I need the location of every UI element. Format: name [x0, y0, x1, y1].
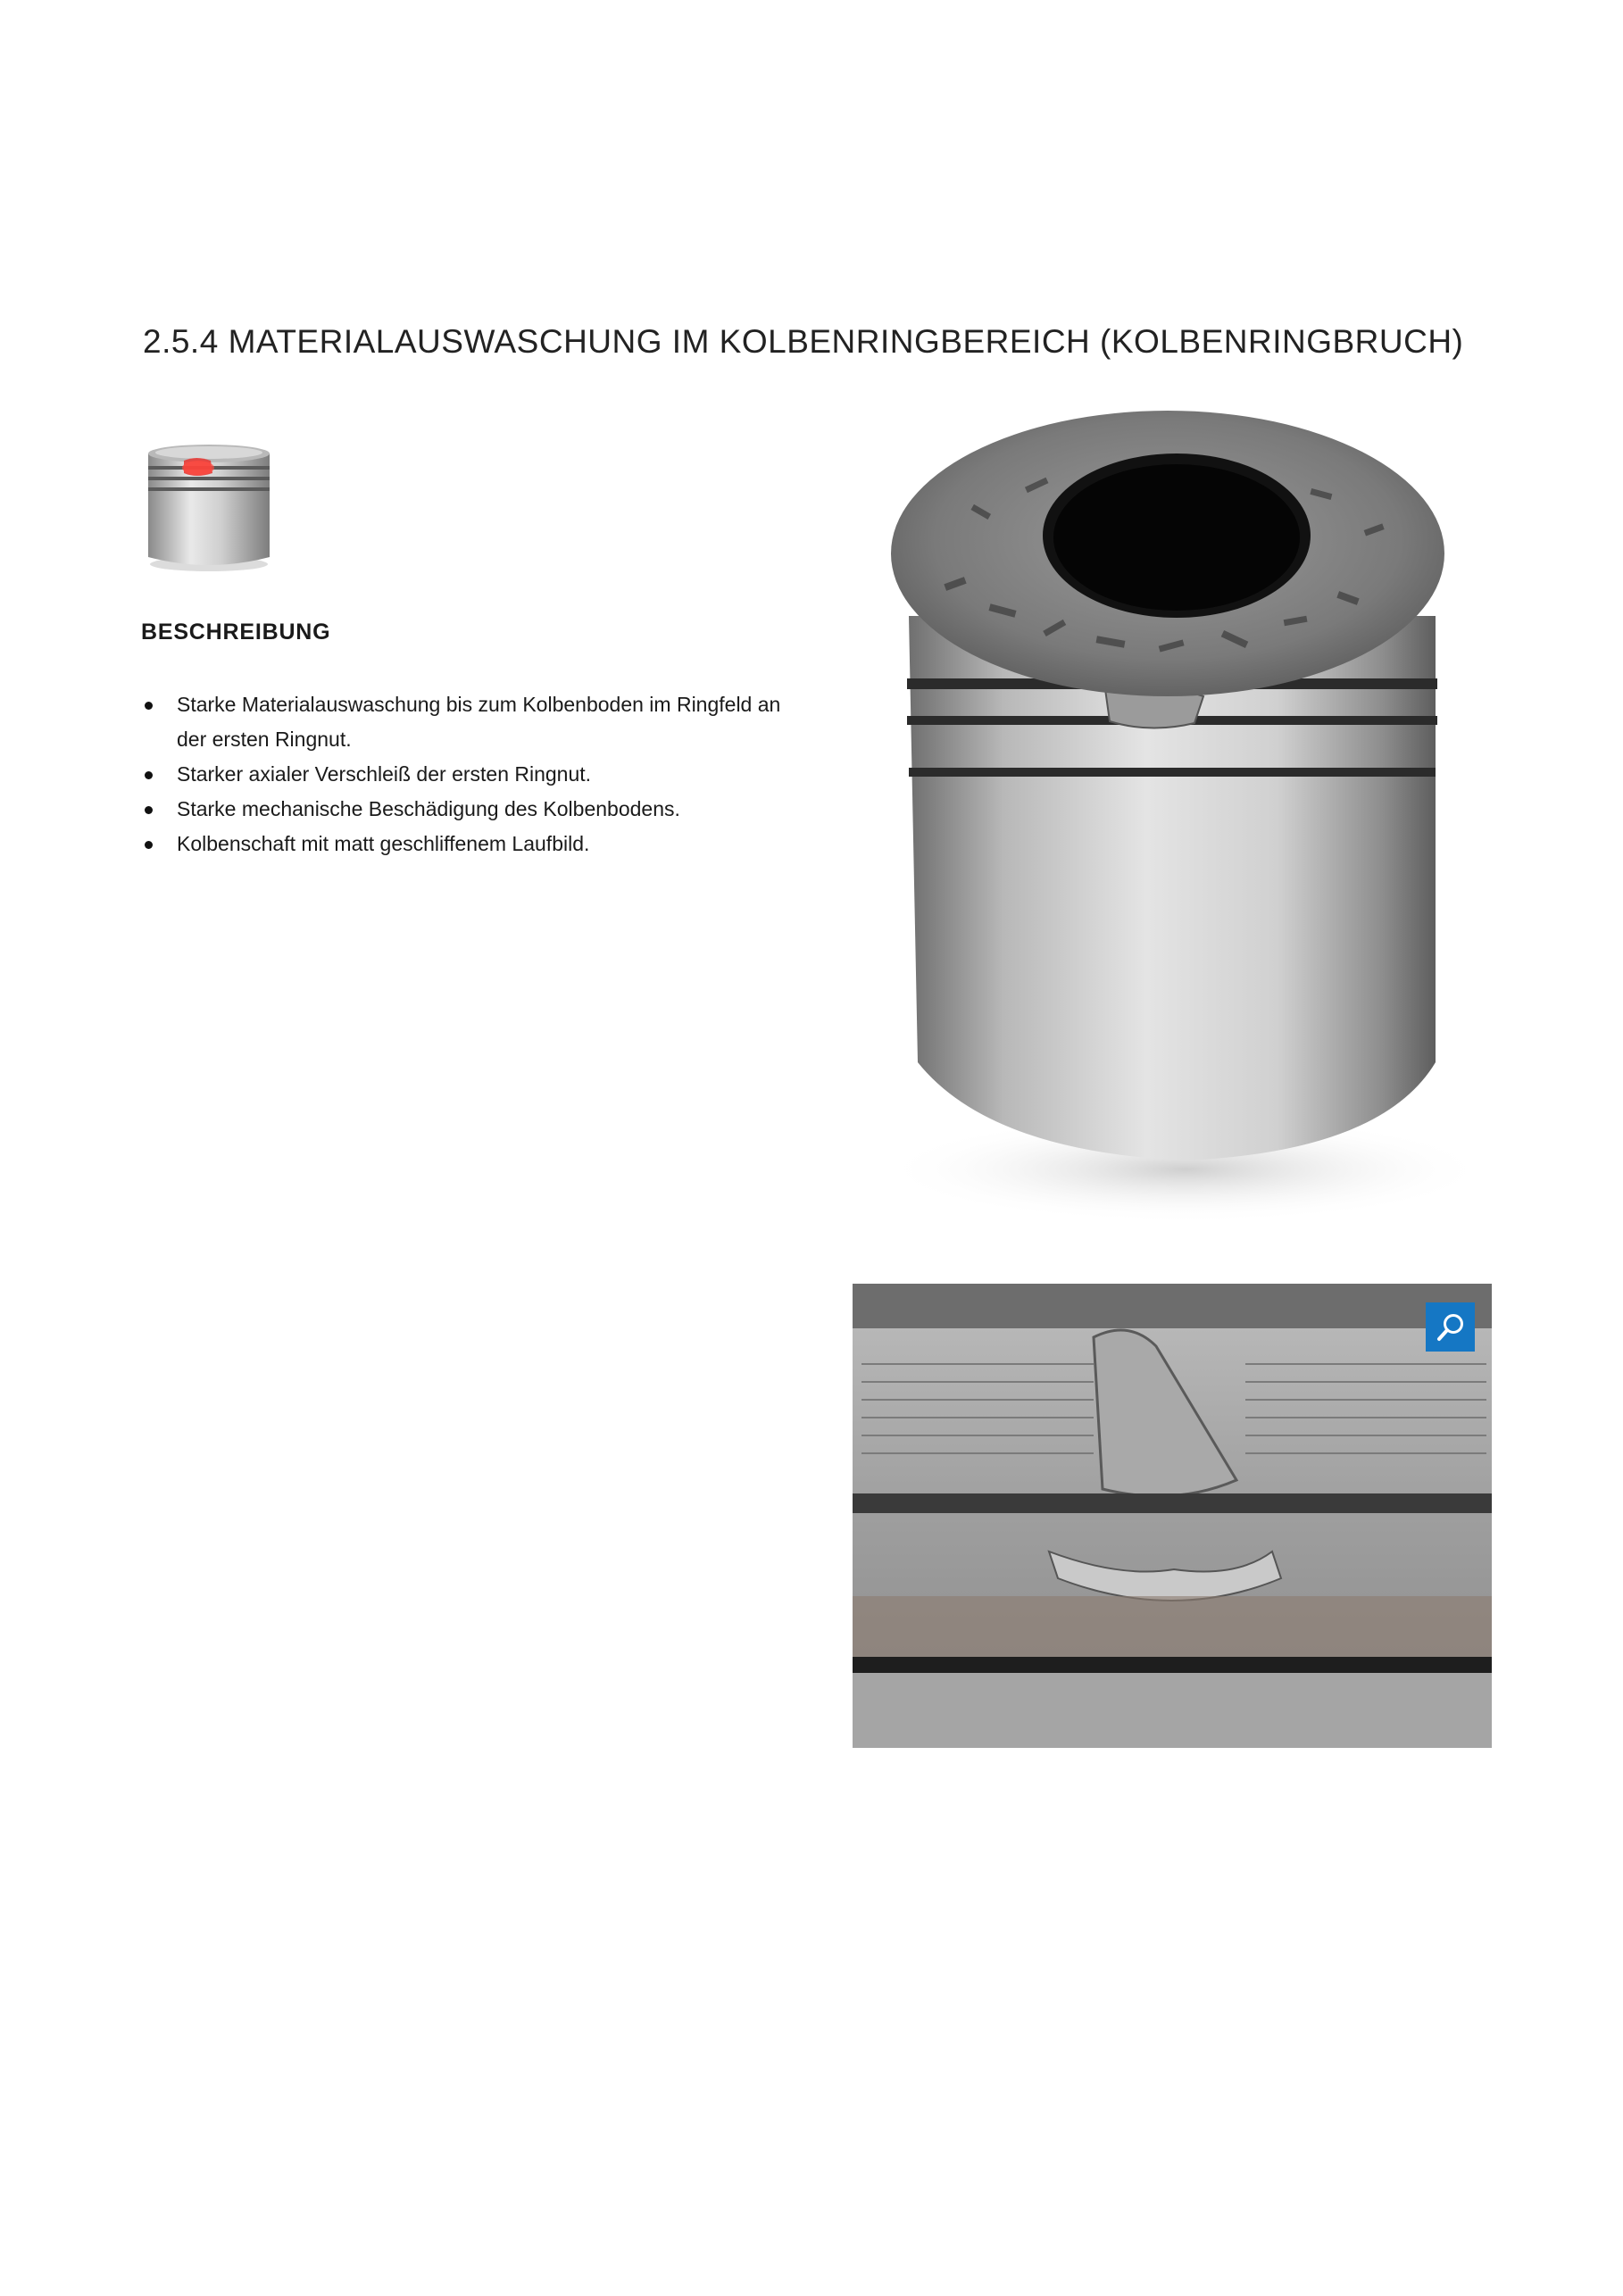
list-item: Starke Materialauswaschung bis zum Kolbenboden im Ringfeld an der ersten Ringnut.: [141, 687, 784, 757]
description-list: [141, 687, 784, 861]
detail-photo: [853, 1284, 1492, 1748]
list-item: Starke mechanische Beschädigung des Kolbenbodens.: [141, 792, 784, 827]
list-item: Kolbenschaft mit matt geschliffenem Laufbild.: [141, 827, 784, 861]
piston-photo: [811, 384, 1541, 1239]
list-item: Starker axialer Verschleiß der ersten Ringnut.: [141, 757, 784, 792]
magnifier-icon: [1435, 1311, 1467, 1343]
ring-groove-closeup: [853, 1284, 1492, 1748]
section-heading: BESCHREIBUNG: [141, 620, 331, 645]
page-title: 2.5.4 MATERIALAUSWASCHUNG IM KOLBENRINGBEREICH (KOLBENRINGBRUCH): [143, 323, 1464, 360]
zoom-button[interactable]: [1426, 1302, 1475, 1352]
piston-thumbnail-icon: [141, 441, 277, 573]
